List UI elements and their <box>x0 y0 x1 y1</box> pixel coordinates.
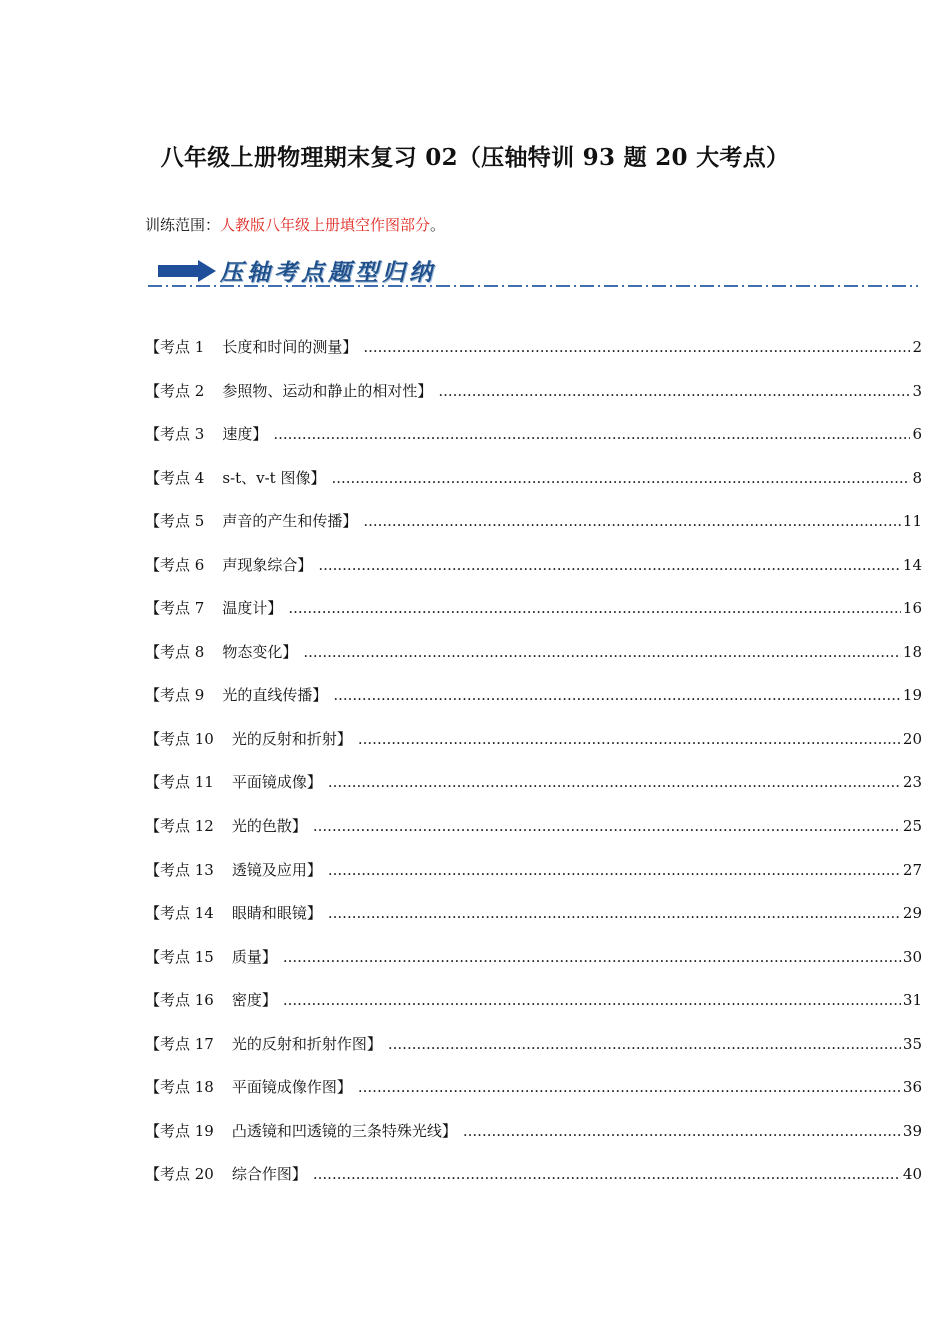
toc-entry-topic: 综合作图】 <box>231 1165 307 1184</box>
training-scope <box>145 214 445 235</box>
toc-entry-page: 11 <box>902 512 922 531</box>
toc-entry-page: 29 <box>902 904 922 923</box>
toc-entry-label <box>145 1033 382 1054</box>
toc-entry-leader <box>288 599 901 617</box>
toc-entry-topic: 物态变化】 <box>222 642 298 661</box>
toc-entry-page: 20 <box>902 729 922 748</box>
toc-entry-leader <box>318 556 901 574</box>
toc-entry-page: 3 <box>912 381 922 400</box>
toc-entry-page: 8 <box>912 468 922 487</box>
toc-entry-page: 6 <box>912 425 922 444</box>
toc-entry-topic: 平面镜成像作图】 <box>231 1078 352 1097</box>
toc-entry-page: 36 <box>902 1078 922 1097</box>
toc-entry[interactable] <box>145 902 922 946</box>
toc-entry-label <box>145 554 312 575</box>
toc-entry-label <box>145 597 282 618</box>
toc-entry-page: 18 <box>902 642 922 661</box>
toc-entry[interactable] <box>145 510 922 554</box>
toc-entry-leader <box>358 1078 901 1096</box>
section-banner-title: 压轴考点题型归纳 <box>220 259 436 286</box>
toc-entry[interactable] <box>145 684 922 728</box>
toc-entry-label <box>145 510 357 531</box>
toc-entry[interactable] <box>145 1076 922 1120</box>
section-banner <box>148 252 918 292</box>
toc-entry-label <box>145 423 267 444</box>
toc-entry-number: 【考点 11 <box>145 773 214 792</box>
document-title: 八年级上册物理期末复习 02（压轴特训 93 题 20 大考点） <box>160 144 790 171</box>
banner-divider <box>148 285 918 287</box>
toc-entry-topic: 透镜及应用】 <box>231 860 322 879</box>
right-arrow-icon <box>158 260 216 282</box>
toc-entry-label <box>145 815 307 836</box>
toc-entry-number: 【考点 9 <box>145 686 205 705</box>
toc-entry-leader <box>313 817 901 835</box>
toc-entry-topic: 光的反射和折射作图】 <box>231 1034 382 1053</box>
table-of-contents <box>145 336 922 1207</box>
toc-entry-page: 27 <box>902 860 922 879</box>
toc-entry-leader <box>331 469 910 487</box>
toc-entry-number: 【考点 3 <box>145 425 205 444</box>
toc-entry-page: 25 <box>902 817 922 836</box>
toc-entry[interactable] <box>145 771 922 815</box>
toc-entry-leader <box>283 948 901 966</box>
toc-entry[interactable] <box>145 554 922 598</box>
toc-entry-label <box>145 728 352 749</box>
toc-entry-topic: 平面镜成像】 <box>231 773 322 792</box>
toc-entry-number: 【考点 18 <box>145 1078 214 1097</box>
toc-entry-leader <box>363 338 910 356</box>
toc-entry-leader <box>438 382 910 400</box>
toc-entry-topic: 光的反射和折射】 <box>231 729 352 748</box>
toc-entry-label <box>145 641 297 662</box>
toc-entry[interactable] <box>145 946 922 990</box>
toc-entry-leader <box>388 1035 901 1053</box>
toc-entry-leader <box>363 512 901 530</box>
toc-entry-number: 【考点 16 <box>145 991 214 1010</box>
toc-entry-number: 【考点 12 <box>145 817 214 836</box>
toc-entry-topic: 长度和时间的测量】 <box>222 338 358 356</box>
toc-entry[interactable] <box>145 728 922 772</box>
toc-entry-number: 【考点 8 <box>145 642 205 661</box>
toc-entry-page: 35 <box>902 1034 922 1053</box>
toc-entry-page: 30 <box>902 947 922 966</box>
toc-entry-leader <box>328 904 901 922</box>
toc-entry-leader <box>328 861 901 879</box>
toc-entry-label <box>145 467 325 488</box>
toc-entry-label <box>145 1120 457 1141</box>
toc-entry-topic: 光的直线传播】 <box>222 686 328 705</box>
toc-entry[interactable] <box>145 641 922 685</box>
toc-entry-topic: 光的色散】 <box>231 817 307 836</box>
toc-entry-label <box>145 989 277 1010</box>
toc-entry-number: 【考点 7 <box>145 599 205 618</box>
toc-entry-page: 31 <box>902 991 922 1010</box>
toc-entry-page: 40 <box>902 1165 922 1184</box>
toc-entry-leader <box>283 991 901 1009</box>
toc-entry[interactable] <box>145 1120 922 1164</box>
toc-entry-page: 14 <box>902 555 922 574</box>
toc-entry-label <box>145 380 432 401</box>
toc-entry-topic: 参照物、运动和静止的相对性】 <box>222 381 433 400</box>
toc-entry-page: 2 <box>912 338 922 356</box>
toc-entry-topic: s-t、v-t 图像】 <box>222 468 326 487</box>
toc-entry-topic: 质量】 <box>231 947 277 966</box>
toc-entry-label <box>145 684 327 705</box>
toc-entry-number: 【考点 14 <box>145 904 214 923</box>
toc-entry[interactable] <box>145 1163 922 1207</box>
toc-entry-label <box>145 1076 352 1097</box>
toc-entry-number: 【考点 1 <box>145 338 205 356</box>
toc-entry-number: 【考点 6 <box>145 555 205 574</box>
toc-entry[interactable] <box>145 423 922 467</box>
toc-entry-leader <box>313 1165 901 1183</box>
toc-entry-topic: 声音的产生和传播】 <box>222 512 358 531</box>
training-scope-label: 训练范围： <box>145 216 221 234</box>
toc-entry-topic: 温度计】 <box>222 599 283 618</box>
toc-entry-leader <box>303 643 901 661</box>
toc-entry-number: 【考点 20 <box>145 1165 214 1184</box>
toc-entry[interactable] <box>145 989 922 1033</box>
toc-entry[interactable] <box>145 336 922 380</box>
toc-entry-label <box>145 771 322 792</box>
toc-entry-page: 23 <box>902 773 922 792</box>
toc-entry[interactable] <box>145 815 922 859</box>
toc-entry-number: 【考点 13 <box>145 860 214 879</box>
toc-entry[interactable] <box>145 467 922 511</box>
toc-entry-leader <box>358 730 901 748</box>
training-scope-end: 。 <box>430 216 446 234</box>
toc-entry-number: 【考点 2 <box>145 381 205 400</box>
toc-entry-page: 39 <box>902 1121 922 1140</box>
toc-entry-topic: 密度】 <box>231 991 277 1010</box>
toc-entry-number: 【考点 10 <box>145 729 214 748</box>
toc-entry-topic: 凸透镜和凹透镜的三条特殊光线】 <box>231 1121 457 1140</box>
toc-entry[interactable] <box>145 380 922 424</box>
toc-entry-page: 19 <box>902 686 922 705</box>
toc-entry-number: 【考点 15 <box>145 947 214 966</box>
toc-entry-number: 【考点 5 <box>145 512 205 531</box>
toc-entry-leader <box>328 773 901 791</box>
toc-entry-label <box>145 946 277 967</box>
toc-entry-label <box>145 336 357 357</box>
toc-entry-topic: 声现象综合】 <box>222 555 313 574</box>
training-scope-value: 人教版八年级上册填空作图部分 <box>220 216 431 234</box>
toc-entry-leader <box>463 1122 901 1140</box>
toc-entry-number: 【考点 4 <box>145 468 205 487</box>
toc-entry[interactable] <box>145 1033 922 1077</box>
toc-entry-label <box>145 902 322 923</box>
toc-entry-number: 【考点 17 <box>145 1034 214 1053</box>
toc-entry-leader <box>333 686 901 704</box>
toc-entry-leader <box>273 425 910 443</box>
toc-entry-number: 【考点 19 <box>145 1121 214 1140</box>
toc-entry-page: 16 <box>902 599 922 618</box>
toc-entry-label <box>145 859 322 880</box>
toc-entry-topic: 速度】 <box>222 425 268 444</box>
toc-entry[interactable] <box>145 597 922 641</box>
toc-entry-label <box>145 1163 307 1184</box>
toc-entry[interactable] <box>145 859 922 903</box>
toc-entry-topic: 眼睛和眼镜】 <box>231 904 322 923</box>
